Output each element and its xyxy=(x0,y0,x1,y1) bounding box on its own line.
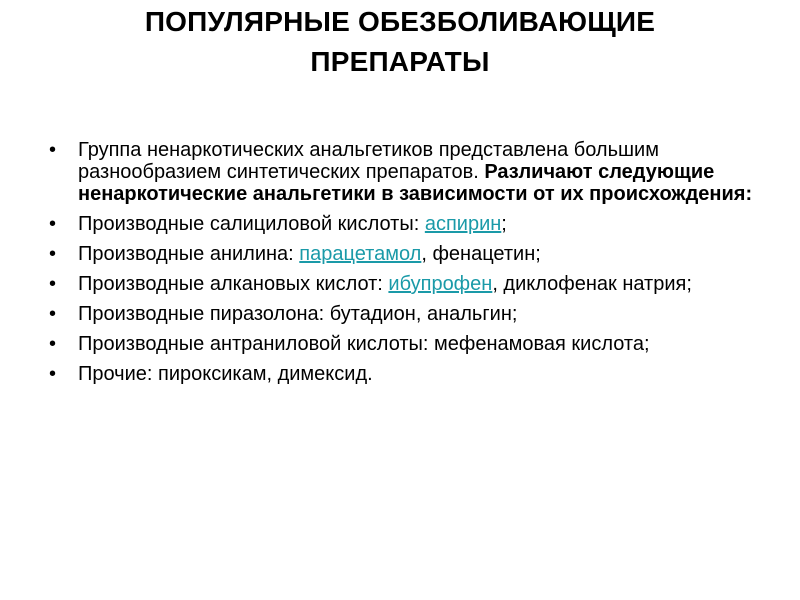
link-aspirin[interactable]: аспирин xyxy=(424,213,502,235)
bullet-icon: • xyxy=(49,243,57,265)
other-text: Прочие: пироксикам, димексид. xyxy=(78,363,373,385)
bullet-list xyxy=(49,139,769,393)
bullet-icon: • xyxy=(49,213,57,235)
link-ibuprofen[interactable]: ибупрофен xyxy=(388,273,493,295)
list-item-anthranilic xyxy=(49,333,769,355)
anthranilic-text: Производные антраниловой кислоты: мефенамовая кислота; xyxy=(78,333,650,355)
list-item-alkanoic xyxy=(49,273,769,295)
list-item-salicylic xyxy=(49,213,769,235)
intro-bold-text: Различают следующие ненаркотические анальгетики в зависимости от их происхождения: xyxy=(78,161,753,205)
salicylic-prefix: Производные салициловой кислоты: xyxy=(78,213,425,235)
list-item-intro xyxy=(49,139,769,205)
link-paracetamol[interactable]: парацетамол xyxy=(299,243,422,265)
bullet-icon: • xyxy=(49,363,57,385)
list-item-other xyxy=(49,363,769,385)
bullet-icon: • xyxy=(49,333,57,355)
alkanoic-suffix: , диклофенак натрия; xyxy=(492,273,692,295)
salicylic-suffix: ; xyxy=(501,213,507,235)
intro-text: Группа ненаркотических анальгетиков представлена большим разнообразием синтетических препаратов. xyxy=(78,139,659,183)
aniline-suffix: , фенацетин; xyxy=(421,243,541,265)
bullet-icon: • xyxy=(49,303,57,325)
list-item-aniline xyxy=(49,243,769,265)
slide-title-line-1: ПОПУЛЯРНЫЕ ОБЕЗБОЛИВАЮЩИЕ xyxy=(144,6,656,37)
aniline-prefix: Производные анилина: xyxy=(78,243,300,265)
slide-title-line-2: ПРЕПАРАТЫ xyxy=(310,46,490,77)
bullet-icon: • xyxy=(49,273,57,295)
bullet-icon: • xyxy=(49,139,57,161)
alkanoic-prefix: Производные алкановых кислот: xyxy=(78,273,389,295)
pyrazolone-text: Производные пиразолона: бутадион, анальгин; xyxy=(78,303,518,325)
list-item-pyrazolone xyxy=(49,303,769,325)
slide-title xyxy=(40,2,760,82)
